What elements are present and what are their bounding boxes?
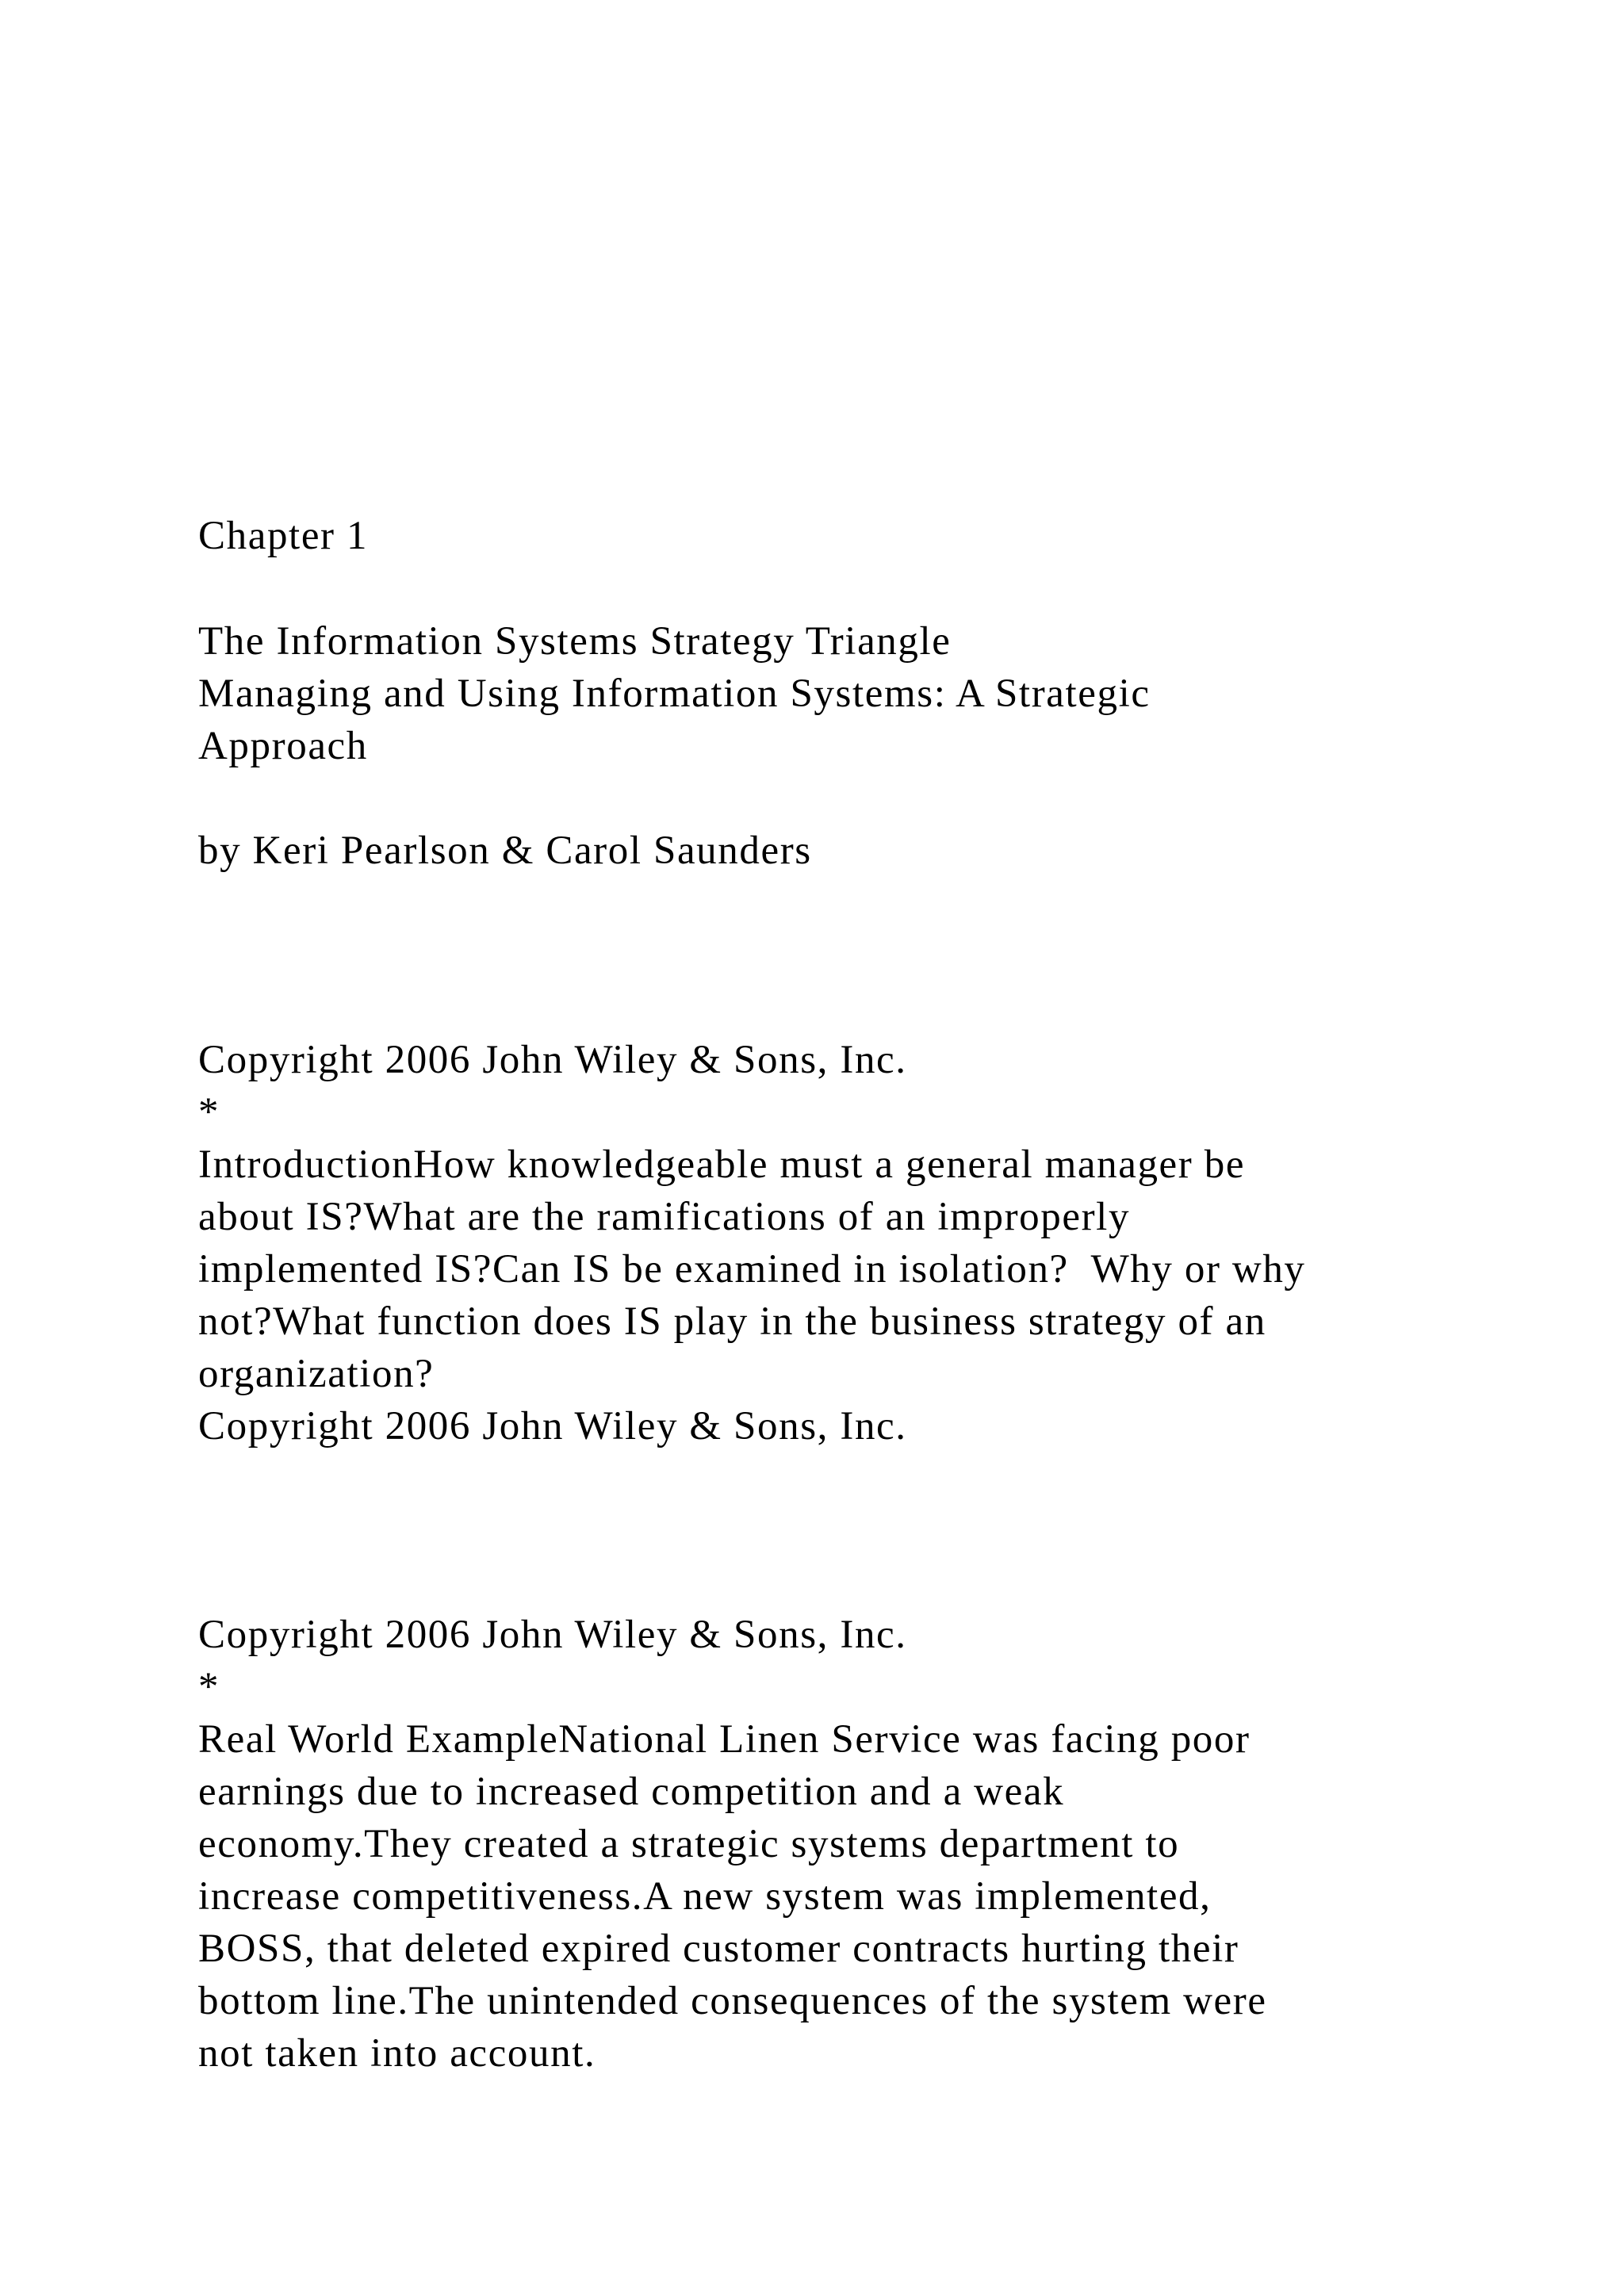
body-line: BOSS, that deleted expired customer contracts hurting their [198,1927,1239,1971]
body-line: organization? [198,1352,435,1396]
body-line: Real World ExampleNational Linen Service was facing poor [198,1717,1251,1762]
book-title-line-1: Managing and Using Information Systems: A Strategic [198,672,1151,716]
chapter-heading: Chapter 1 [198,514,369,558]
body-line: implemented IS?Can IS be examined in isolation? Why or why [198,1247,1306,1292]
copyright-line: Copyright 2006 John Wiley & Sons, Inc. [198,1613,907,1657]
slide-marker: * [198,1090,220,1135]
copyright-line: Copyright 2006 John Wiley & Sons, Inc. [198,1404,907,1448]
chapter-title: The Information Systems Strategy Triangle [198,619,952,664]
body-line: increase competitiveness.A new system was implemented, [198,1874,1212,1919]
body-line: IntroductionHow knowledgeable must a general manager be [198,1142,1246,1187]
slide-marker: * [198,1665,220,1709]
authors-line: by Keri Pearlson & Carol Saunders [198,828,812,873]
body-line: bottom line.The unintended consequences of the system were [198,1979,1267,2023]
body-line: not?What function does IS play in the business strategy of an [198,1299,1266,1344]
body-line: not taken into account. [198,2031,596,2076]
copyright-line: Copyright 2006 John Wiley & Sons, Inc. [198,1038,907,1082]
body-line: earnings due to increased competition and a weak [198,1770,1065,1814]
book-title-line-2: Approach [198,724,368,768]
body-line: economy.They created a strategic systems department to [198,1822,1180,1866]
body-line: about IS?What are the ramifications of an improperly [198,1195,1131,1239]
